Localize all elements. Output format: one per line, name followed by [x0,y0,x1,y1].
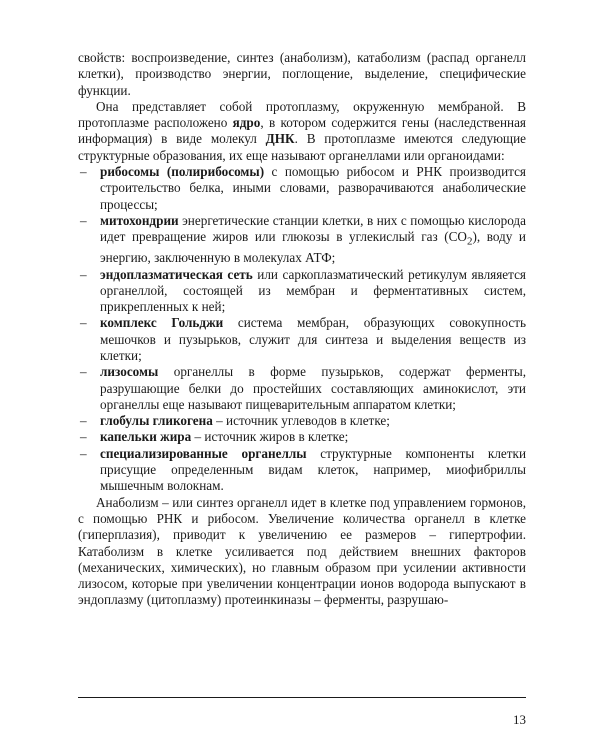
paragraph-anabolism: Анаболизм – или синтез органелл идет в клетке под управлением гормонов, с помощью РНК и рибосом. Увеличение количества органелл в клетке (гиперплазия), приводит к увеличению ее размеров – гипертрофии. Катаболизм в клетке усиливается под действием внешних факторов (механических, химических), но главным образом при усилении активности лизосом, которые при увеличении концентрации ионов водорода выпускают в эндоплазму (цитоплазму) протеинкиназы – ферменты, разрушаю- [78,494,526,608]
paragraph-cell-description: Она представляет собой протоплазму, окруженную мембраной. В протоплазме расположено ядро, в котором содержится гены (наследственная информация) в виде молекул ДНК. В протоплазме имеются следующие структурные образования, их еще называют органеллами или органоидами: [78,98,526,163]
list-item-glycogen [78,413,526,429]
list-item-text: – источник жиров в клетке; [191,429,349,445]
list-item-term: митохондрии [100,212,179,228]
list-item-text: система мембран, образующих совокупность мешочков и пузырьков, служит для синтеза и выделения веществ из клетки; [100,315,526,363]
list-dash: – [80,445,87,461]
term-nucleus: ядро [232,115,261,131]
list-item-ribosomes [78,164,526,213]
list-item-term: рибосомы (полирибосомы) [100,164,265,180]
list-item-term: специализированные органеллы [100,445,307,461]
list-item-term: эндоплазматическая сеть [100,266,253,282]
list-item-mitochondria [78,213,526,267]
list-dash: – [80,164,87,180]
list-item-specialized-organelles [78,446,526,495]
list-item-text: или саркоплазматический ретикулум являяется органеллой, состоящей из мембран и ферментативных систем, прикрепленных к ней; [100,266,526,315]
term-dna: ДНК [265,131,295,147]
list-dash: – [80,429,87,445]
list-item-term: лизосомы [100,364,159,380]
list-dash: – [80,266,87,282]
list-item-term: глобулы гликогена [100,413,213,429]
list-item-lysosomes [78,364,526,413]
list-item-text: структурные компоненты клетки присущие определенным видам клеток, например, миофибриллы мышечным волокнам. [100,445,526,494]
list-item-golgi [78,315,526,364]
list-item-term: комплекс Гольджи [100,315,224,331]
list-item-text: энергетические станции клетки, в них с помощью кислорода идет превращение жиров или глюкозы в углекислый газ (CO [100,212,526,245]
list-item-term: капельки жира [100,429,192,445]
paragraph-continuation: свойств: воспроизведение, синтез (анаболизм), катаболизм (распад органелл клетки), производство энергии, поглощение, выделение, специфические функции. [78,50,526,98]
organelle-list [78,164,526,495]
list-dash: – [80,413,87,429]
list-item-text: ), воду и энергию, заключенную в молекулах АТФ; [100,229,526,266]
list-dash: – [80,212,87,228]
footer-rule [78,697,526,698]
list-item-endoplasmic-reticulum [78,267,526,316]
body-text [78,50,526,609]
subscript-2: 2 [466,235,473,248]
list-item-text: органеллы в форме пузырьков, содержат ферменты, разрушающие белки до простейших составляющих аминокислот, эти органеллы еще называют пищеварительным аппаратом клетки; [100,364,526,412]
list-item-fat-droplets [78,429,526,445]
list-item-text: с помощью рибосом и РНК производится строительство белка, иными словами, разворачиваются анаболические процессы; [100,164,526,212]
page-number: 13 [513,712,526,727]
list-dash: – [80,364,87,380]
list-item-text: – источник углеводов в клетке; [212,413,390,429]
list-dash: – [80,315,87,331]
